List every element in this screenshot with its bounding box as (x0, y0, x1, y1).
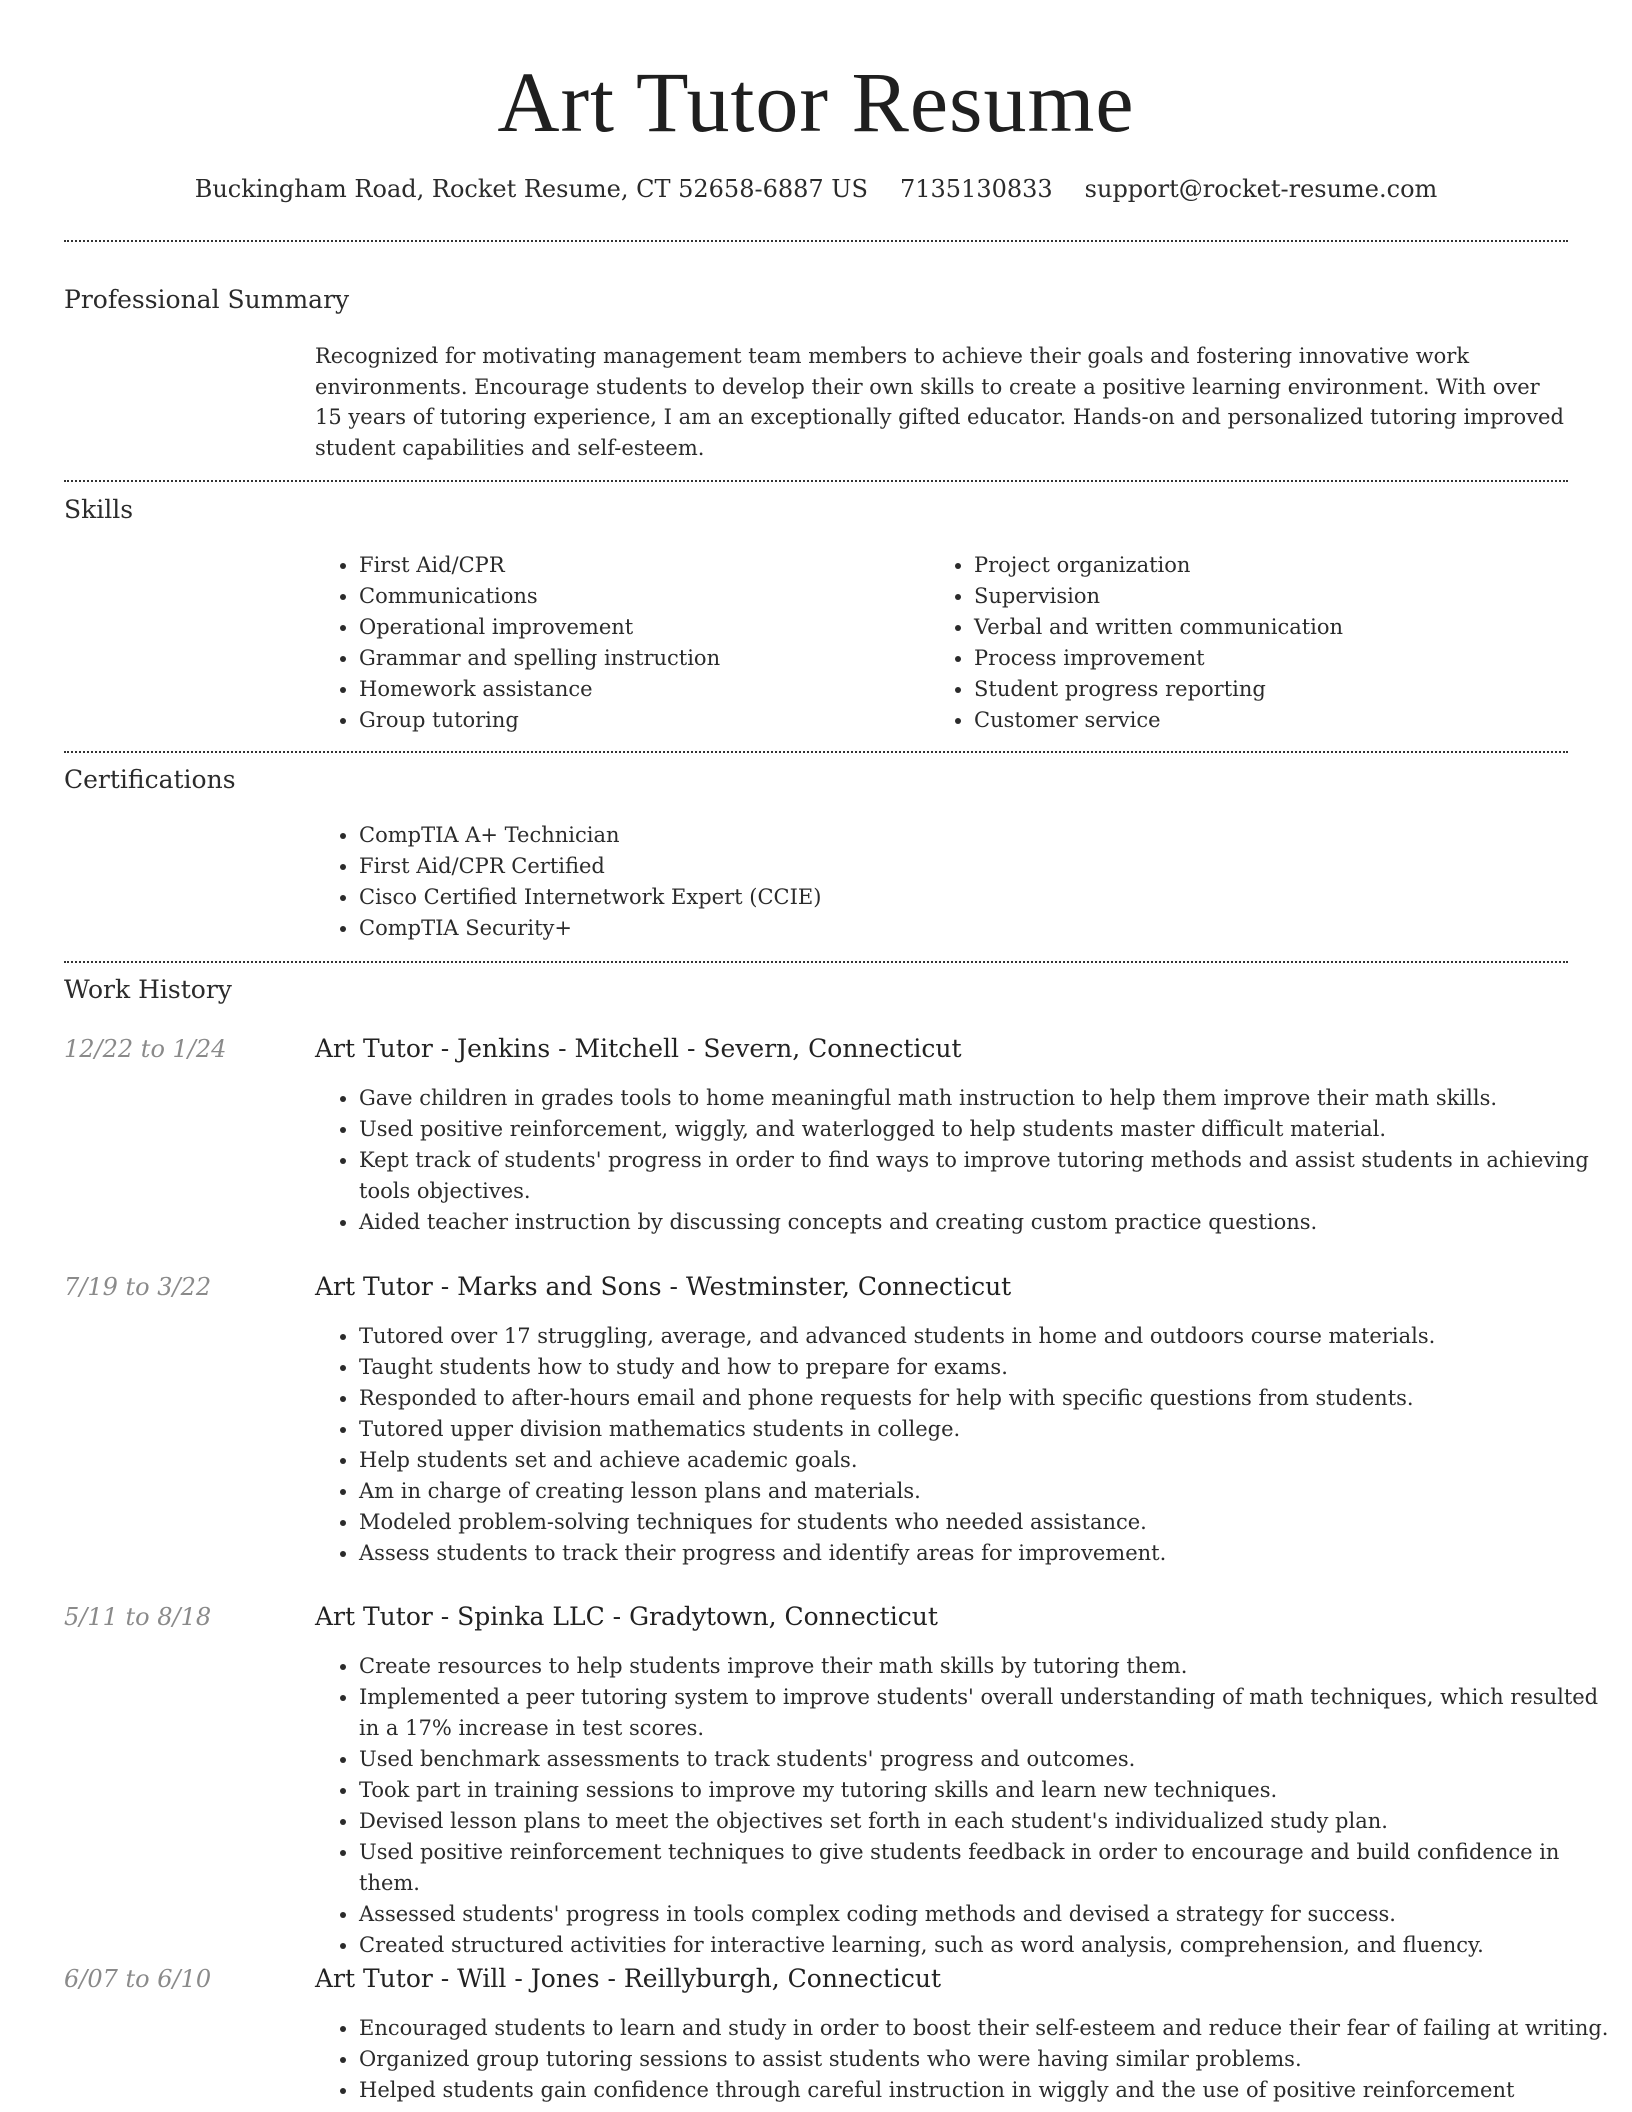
skills-list-left (315, 550, 919, 736)
job-bullet: • Taught students how to study and how to prepare for exams. (359, 1352, 1611, 1383)
job-bullet: • Responded to after-hours email and phone requests for help with specific questions from students. (359, 1383, 1611, 1414)
divider (64, 240, 1568, 242)
job-bullet: • Tutored over 17 struggling, average, and advanced students in home and outdoors course materials. (359, 1321, 1611, 1352)
job-bullet: • Used benchmark assessments to track students' progress and outcomes. (359, 1744, 1611, 1775)
job-bullets (315, 1651, 1611, 1961)
skills-list-right (930, 550, 1594, 736)
job-bullet: • Gave children in grades tools to home meaningful math instruction to help them improve their math skills. (359, 1083, 1611, 1114)
certification-item: • Cisco Certified Internetwork Expert (CCIE) (359, 882, 1599, 913)
skill-item: • Operational improvement (359, 612, 919, 643)
job-bullet: • Took part in training sessions to improve my tutoring skills and learn new techniques. (359, 1775, 1611, 1806)
skill-item: • Grammar and spelling instruction (359, 643, 919, 674)
work-history-heading: Work History (64, 975, 232, 1004)
job-dates: 7/19 to 3/22 (64, 1273, 212, 1301)
divider (64, 751, 1568, 753)
summary-text: Recognized for motivating management team members to achieve their goals and fostering innovative work environments. Encourage students to develop their own skills to create a positive learning environment. With over 15 years of tutoring experience, I am an exceptionally gifted educator. Hands-on and personalized tutoring improved student capabilities and self-esteem. (315, 344, 1564, 460)
job-bullet: • Tutored upper division mathematics students in college. (359, 1414, 1611, 1445)
job-bullet: • Help students set and achieve academic goals. (359, 1445, 1611, 1476)
job-bullet: • Create resources to help students improve their math skills by tutoring them. (359, 1651, 1611, 1682)
skill-item: • Group tutoring (359, 705, 919, 736)
job-bullet: • Assess students to track their progress and identify areas for improvement. (359, 1538, 1611, 1569)
certifications-heading: Certifications (64, 765, 236, 794)
job-bullets (315, 1321, 1611, 1569)
skills-heading: Skills (64, 495, 134, 524)
job-bullets (315, 2013, 1611, 2106)
contact-line (0, 172, 1632, 206)
job-bullets (315, 1083, 1611, 1238)
skill-item: • Project organization (974, 550, 1594, 581)
certification-item: • CompTIA A+ Technician (359, 820, 1599, 851)
job-bullet: • Implemented a peer tutoring system to improve students' overall understanding of math techniques, which resulted in a 17% increase in test scores. (359, 1682, 1611, 1744)
summary-heading: Professional Summary (64, 285, 350, 314)
contact-email: support@rocket-resume.com (1084, 175, 1438, 203)
job-bullet: • Helped students gain confidence through careful instruction in wiggly and the use of positive reinforcement (359, 2075, 1611, 2106)
contact-address: Buckingham Road, Rocket Resume, CT 52658-6887 US (194, 175, 868, 203)
job-bullet: • Am in charge of creating lesson plans and materials. (359, 1476, 1611, 1507)
skill-item: • Customer service (974, 705, 1594, 736)
skill-item: • Communications (359, 581, 919, 612)
job-bullet: • Assessed students' progress in tools complex coding methods and devised a strategy for success. (359, 1899, 1611, 1930)
job-bullet: • Aided teacher instruction by discussing concepts and creating custom practice questions. (359, 1207, 1611, 1238)
job-dates: 5/11 to 8/18 (64, 1603, 212, 1631)
resume-title: Art Tutor Resume (497, 54, 1135, 150)
certification-item: • CompTIA Security+ (359, 913, 1599, 944)
certifications-list (315, 820, 1599, 944)
divider (64, 480, 1568, 482)
job-title: Art Tutor - Spinka LLC - Gradytown, Connecticut (315, 1602, 938, 1631)
job-title: Art Tutor - Marks and Sons - Westminster, Connecticut (315, 1272, 1012, 1301)
skill-item: • Student progress reporting (974, 674, 1594, 705)
contact-phone: 7135130833 (899, 175, 1053, 203)
job-title: Art Tutor - Jenkins - Mitchell - Severn, Connecticut (315, 1034, 962, 1063)
job-bullet: • Modeled problem-solving techniques for students who needed assistance. (359, 1507, 1611, 1538)
job-dates: 6/07 to 6/10 (64, 1965, 212, 1993)
skill-item: • First Aid/CPR (359, 550, 919, 581)
skill-item: • Process improvement (974, 643, 1594, 674)
job-bullet: • Encouraged students to learn and study in order to boost their self-esteem and reduce their fear of failing at writing. (359, 2013, 1611, 2044)
job-bullet: • Devised lesson plans to meet the objectives set forth in each student's individualized study plan. (359, 1806, 1611, 1837)
certification-item: • First Aid/CPR Certified (359, 851, 1599, 882)
skill-item: • Supervision (974, 581, 1594, 612)
job-bullet: • Used positive reinforcement, wiggly, and waterlogged to help students master difficult material. (359, 1114, 1611, 1145)
divider (64, 961, 1568, 963)
job-bullet: • Kept track of students' progress in order to find ways to improve tutoring methods and assist students in achieving tools objectives. (359, 1145, 1611, 1207)
job-bullet: • Used positive reinforcement techniques to give students feedback in order to encourage and build confidence in them. (359, 1837, 1611, 1899)
job-bullet: • Created structured activities for interactive learning, such as word analysis, comprehension, and fluency. (359, 1930, 1611, 1961)
job-bullet: • Organized group tutoring sessions to assist students who were having similar problems. (359, 2044, 1611, 2075)
skill-item: • Homework assistance (359, 674, 919, 705)
skill-item: • Verbal and written communication (974, 612, 1594, 643)
job-title: Art Tutor - Will - Jones - Reillyburgh, Connecticut (315, 1964, 942, 1993)
job-dates: 12/22 to 1/24 (64, 1035, 227, 1063)
